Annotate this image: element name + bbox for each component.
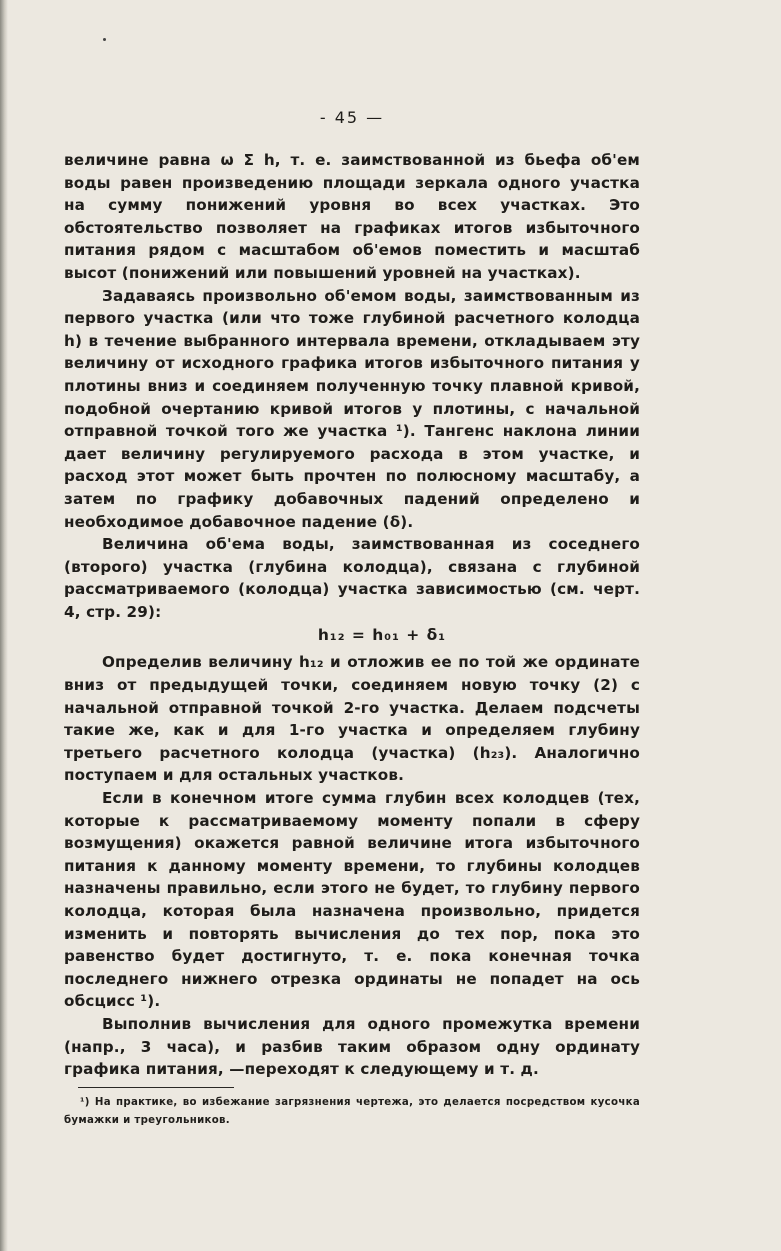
footnote: ¹) На практике, во избежание загрязнения чертежа, это делается посредством кусочка бумажки и треугольников.	[64, 1096, 640, 1126]
paragraph-5: Если в конечном итоге сумма глубин всех колодцев (тех, которые к рассматриваемому моменту попали в сферу возмущения) окажется равной величине итога избыточного питания к данному моменту времени, то глубины колодцев назначены правильно, если этого не будет, то глубину первого колодца, которая была назначена произвольно, придется изменить и повторять вычисления до тех пор, пока это равенство будет достигнуто, т. е. пока конечная точка последнего нижнего отрезка ординаты не попадет на ось обсцисс ¹).	[64, 789, 640, 1011]
paragraph-2: Задаваясь произвольно об'емом воды, заимствованным из первого участка (или что тоже глубиной расчетного колодца h) в течение выбранного интервала времени, откладываем эту величину от исходного графика итогов избыточного питания у плотины вниз и соединяем полученную точку плавной кривой, подобной очертанию кривой итогов у плотины, с начальной отправной точкой того же участка ¹). Тангенс наклона линии дает величину регулируемого расхода в этом участке, и расход этот может быть прочтен по полюсному масштабу, а затем по графику добавочных падений определено и необходимое добавочное падение (δ).	[64, 286, 640, 531]
paragraph-3: Величина об'ема воды, заимствованная из соседнего (второго) участка (глубина колодца), связана с глубиной рассматриваемого (колодца) участка зависимостью (см. черт. 4, стр. 29):	[64, 535, 640, 621]
speck	[103, 38, 106, 41]
footnote-rule	[78, 1087, 234, 1088]
paragraph-6: Выполнив вычисления для одного промежутка времени (напр., 3 часа), и разбив таким образом одну ординату графика питания, —переходят к следующему и т. д.	[64, 1014, 640, 1079]
paragraph-1: величине равна ω Σ h, т. е. заимствованной из бьефа об'ем воды равен произведению площади зеркала одного участка на сумму понижений уровня во всех участках. Это обстоятельство позволяет на графиках итогов избыточного питания рядом с масштабом об'емов поместить и масштаб высот (понижений или повышений уровней на участках).	[64, 151, 640, 282]
page-number: - 45 —	[319, 108, 385, 127]
document-page	[64, 108, 640, 1130]
formula: h₁₂ = h₀₁ + δ₁	[317, 626, 447, 645]
paragraph-4: Определив величину h₁₂ и отложив ее по той же ординате вниз от предыдущей точки, соединяем новую точку (2) с начальной отправной точкой 2-го участка. Делаем подсчеты такие же, как и для 1-го участка и определяем глубину третьего расчетного колодца (участка) (h₂₃). Аналогично поступаем и для остальных участков.	[64, 653, 640, 785]
page-edge-shadow	[0, 0, 8, 1251]
